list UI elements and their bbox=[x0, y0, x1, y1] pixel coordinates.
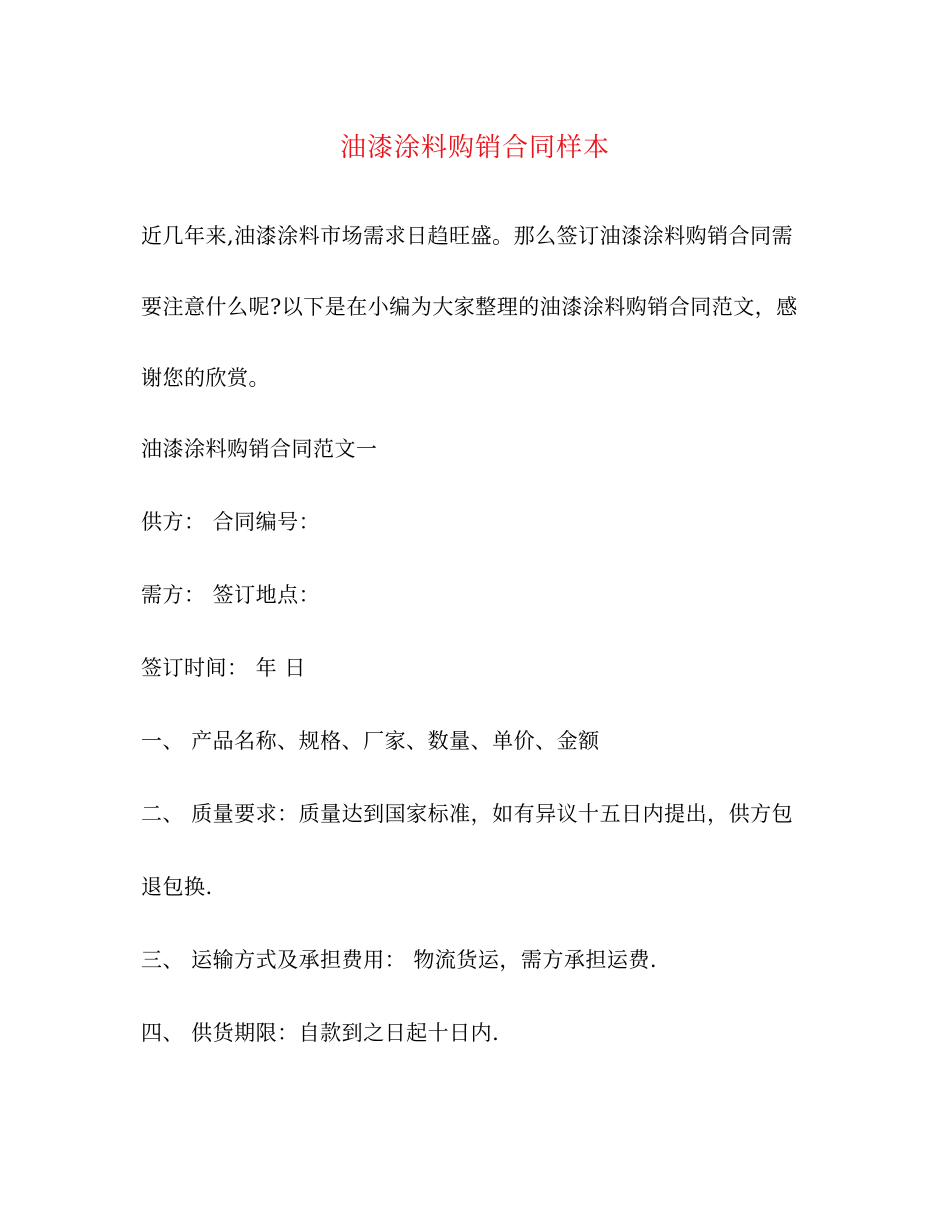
supplier-field: 供方： 合同编号： bbox=[141, 510, 321, 534]
document-title: 油漆涂料购销合同样本 bbox=[339, 133, 610, 163]
signing-time-field: 签订时间： 年 日 bbox=[141, 656, 306, 680]
clause-1: 一、 产品名称、规格、厂家、数量、单价、金额 bbox=[141, 729, 600, 753]
intro-paragraph-line-1: 近几年来,油漆涂料市场需求日趋旺盛。那么签订油漆涂料购销合同需 bbox=[141, 224, 794, 248]
clause-2-line-2: 退包换. bbox=[141, 875, 213, 899]
intro-paragraph-line-3: 谢您的欣赏。 bbox=[141, 366, 270, 390]
intro-paragraph-line-2: 要注意什么呢?以下是在小编为大家整理的油漆涂料购销合同范文，感 bbox=[141, 295, 798, 319]
clause-4: 四、 供货期限：自款到之日起十日内. bbox=[141, 1021, 500, 1045]
clause-2-line-1: 二、 质量要求：质量达到国家标准，如有异议十五日内提出，供方包 bbox=[141, 802, 794, 826]
section-heading: 油漆涂料购销合同范文一 bbox=[141, 437, 378, 461]
buyer-field: 需方： 签订地点： bbox=[141, 583, 321, 607]
clause-3: 三、 运输方式及承担费用： 物流货运，需方承担运费. bbox=[141, 948, 658, 972]
